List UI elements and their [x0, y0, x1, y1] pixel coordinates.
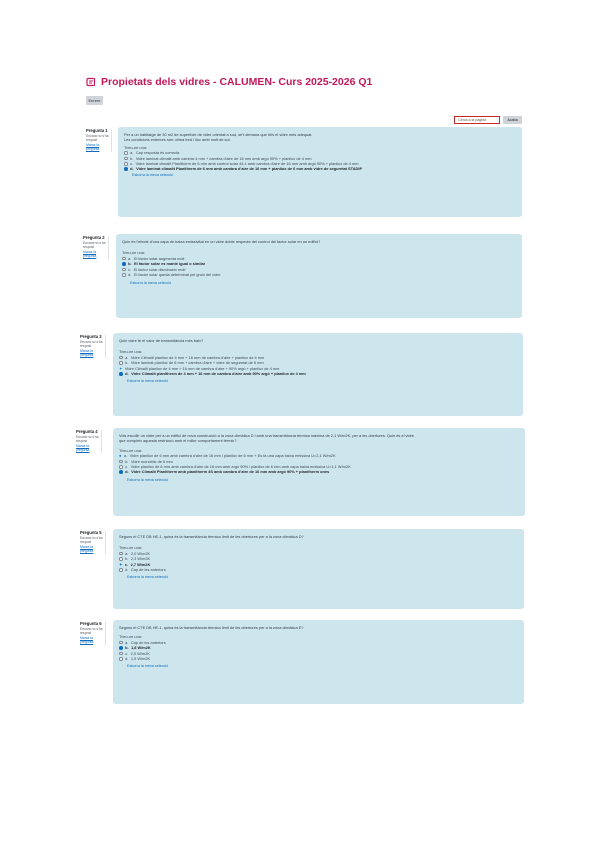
radio-button[interactable]: [119, 356, 123, 360]
radio-button[interactable]: [122, 273, 126, 277]
radio-button-selected[interactable]: [119, 470, 123, 474]
question-card: [113, 428, 525, 516]
flag-question-link[interactable]: Marca la pregunta: [76, 443, 90, 453]
answer-prompt: Trieu-ne una:: [119, 634, 142, 640]
answer-option[interactable]: b. 1,8 W/m2K: [119, 645, 518, 650]
question-card: [113, 333, 523, 416]
question-text: Quin és l'efecte d'una capa de baixa emissivitat en un vidre doble respecte del control del factor solar en un edifici?: [122, 239, 321, 244]
answer-option[interactable]: d. Vidre Climalit Planitherm amb planitherm 4S amb cambra d'aire de 16 mm amb argó 90% + planitherm ones: [119, 469, 519, 474]
answer-prompt: Trieu-ne una:: [119, 447, 142, 453]
radio-button[interactable]: [119, 465, 123, 469]
clear-selection-link[interactable]: Esborra la meva selecció: [127, 379, 169, 384]
answer-option[interactable]: d. 1,5 W/m2K: [119, 656, 518, 661]
question-text: Vols escollir un vidre per a un edifici de nova construcció a la zona climàtica D i amb una transmitància tèrmica màxima de 2,1 W/m2K, per a les obertures. Quin és el vidre: [119, 433, 414, 438]
page-title: Propietats dels vidres - CALUMEN- Curs 2025-2026 Q1: [101, 76, 373, 88]
question-card: [113, 529, 524, 609]
answer-option[interactable]: b. Vidre monolític de 6 mm: [119, 459, 519, 464]
clear-selection-link[interactable]: Esborra la meva selecció: [130, 281, 172, 286]
finish-button[interactable]: Acaba: [503, 116, 522, 124]
question-status: Encara no s'ha respost: [80, 535, 103, 545]
question-text: Quin vidre té el valor de transmitància més baix?: [119, 338, 204, 343]
answer-prompt: Trieu-ne una:: [119, 349, 142, 355]
answer-option[interactable]: b. El factor solar es manté igual o similar: [122, 261, 516, 266]
question-number: Pregunta 5: [80, 530, 102, 535]
radio-button[interactable]: [119, 657, 123, 661]
question-number: Pregunta 3: [80, 334, 102, 339]
pin-icon: ✦: [119, 365, 123, 371]
pin-icon: ✦: [119, 561, 123, 567]
radio-button-selected[interactable]: [124, 167, 128, 171]
quiz-toolbar: [454, 116, 522, 124]
radio-button[interactable]: [119, 460, 123, 464]
page-header: [86, 76, 372, 88]
radio-button[interactable]: [124, 151, 128, 155]
question-text: Segons el CTE DB HE-1, quina és la transmitància tèrmica límit de les obertures per a la zona climàtica E?: [119, 625, 304, 630]
radio-button-selected[interactable]: [122, 262, 126, 266]
question-card: [116, 234, 522, 318]
radio-button-selected[interactable]: [119, 646, 123, 650]
answer-option[interactable]: c. El factor solar disminueix molt: [122, 267, 516, 272]
answer-option[interactable]: a. 2,0 W/m2K: [119, 551, 518, 556]
question-number: Pregunta 4: [76, 429, 98, 434]
answer-option[interactable]: b. Vidre laminat planilux de 6 mm + cambra d'aire + vidre de seguretat de 6 mm: [119, 360, 517, 365]
question-number: Pregunta 2: [83, 235, 105, 240]
question-status: Encara no s'ha respost: [80, 626, 103, 636]
pin-icon: ●: [119, 453, 122, 459]
answer-option[interactable]: a. Cap resposta és correcta: [124, 150, 516, 155]
flag-question-link[interactable]: Marca la pregunta: [80, 544, 94, 554]
question-info: [80, 531, 106, 554]
answer-option[interactable]: c. Vidre laminat climalit Planitherm de 6 mm amb control solar 44.1 amb cambra d'aire de 16 mm amb argó 90% + planilux de 4 mm: [124, 161, 516, 166]
quiz-icon: [86, 77, 96, 87]
question-info: [86, 129, 112, 152]
radio-button[interactable]: [124, 162, 128, 166]
radio-button[interactable]: [119, 641, 123, 645]
answer-prompt: Trieu-ne una:: [122, 250, 145, 256]
radio-button[interactable]: [119, 557, 123, 561]
question-text: Segons el CTE DB HE-1, quina és la transmitància tèrmica límit de les obertures per a la zona climàtica D?: [119, 534, 304, 539]
answer-option[interactable]: d. Vidre laminat climalit Planitherm de 6 mm amb cambra d'aire de 16 mm + planilux de 6 mm amb vidre de seguretat STADIP: [124, 166, 516, 171]
back-button[interactable]: Enrere: [86, 96, 103, 105]
answer-option[interactable]: ✦ c. 2,7 W/m2K: [119, 561, 151, 567]
answer-option[interactable]: ● a. Vidre planilux de 6 mm amb cambra d'aire de 16 mm i planilux de 6 mm + Es fa una capa baixa emissiva U=2,1 W/m2K: [119, 453, 336, 459]
question-status: Encara no s'ha respost: [80, 339, 103, 349]
answer-option[interactable]: c. 2,0 W/m2K: [119, 651, 518, 656]
answer-option[interactable]: ✦ Vidre Climalit planilux de 4 mm + 16 mm de cambra d'aire + 90% argó + planilux de 4 mm: [119, 365, 280, 371]
question-info: [80, 335, 106, 358]
answer-option[interactable]: d. El factor solar queda determinat pel gruix del vidre: [122, 272, 516, 277]
question-number: Pregunta 6: [80, 621, 102, 626]
search-input[interactable]: Cerca a la pàgina: [454, 116, 500, 124]
question-card: [113, 620, 524, 704]
clear-selection-link[interactable]: Esborra la meva selecció: [127, 575, 169, 580]
radio-button[interactable]: [122, 268, 126, 272]
flag-question-link[interactable]: Marca la pregunta: [86, 142, 100, 152]
radio-button[interactable]: [119, 652, 123, 656]
answer-prompt: Trieu-ne una:: [124, 144, 147, 150]
question-info: [83, 236, 109, 259]
question-number: Pregunta 1: [86, 128, 108, 133]
answer-option[interactable]: b. 2,3 W/m2K: [119, 556, 518, 561]
radio-button-selected[interactable]: [119, 372, 123, 376]
question-status: Encara no s'ha respost: [86, 133, 109, 143]
clear-selection-link[interactable]: Esborra la meva selecció: [127, 477, 169, 482]
answer-option[interactable]: d. Vidre Climalit planitherm de 4 mm + 16 mm de cambra d'aire amb 90% argó + planilux de 4 mm: [119, 371, 517, 376]
radio-button[interactable]: [119, 361, 123, 365]
flag-question-link[interactable]: Marca la pregunta: [83, 249, 97, 259]
question-info: [76, 430, 102, 453]
question-status: Encara no s'ha respost: [76, 434, 99, 444]
answer-option[interactable]: a. Vidre Climalit planilux de 4 mm + 16 mm de cambra d'aire + planilux de 4 mm: [119, 355, 517, 360]
question-subtext: Les condicions exteriors són: clima fred i lloc amb molt de sol.: [124, 137, 231, 143]
answer-option[interactable]: c. Vidre planilux de 6 mm amb cambra d'aire de 16 mm amb argó 90% i planilux de 6 mm amb capa baixa emissiva U=1,1 W/m2K: [119, 464, 519, 469]
radio-button[interactable]: [124, 157, 128, 161]
flag-question-link[interactable]: Marca la pregunta: [80, 635, 94, 645]
question-info: [80, 622, 106, 645]
answer-prompt: Trieu-ne una:: [119, 545, 142, 551]
question-status: Encara no s'ha respost: [83, 240, 106, 250]
question-card: [118, 127, 522, 217]
radio-button[interactable]: [122, 257, 126, 261]
question-text: Per a un habitatge de 30 m2 de superfície de vidre orientat a sud, se't demana que triïs el vidre més adequat.: [124, 132, 313, 137]
radio-button[interactable]: [119, 568, 123, 572]
radio-button[interactable]: [119, 552, 123, 556]
clear-selection-link[interactable]: Esborra la meva selecció: [132, 172, 174, 177]
answer-option[interactable]: a. Cap de les anteriors: [119, 640, 518, 645]
question-subtext: que compleix aquesta restricció amb el millor comportament tèrmic?: [119, 438, 237, 444]
answer-option[interactable]: a. El factor solar augmenta molt: [122, 256, 516, 261]
answer-option[interactable]: d. Cap de les anteriors: [119, 567, 518, 572]
clear-selection-link[interactable]: Esborra la meva selecció: [127, 664, 169, 669]
flag-question-link[interactable]: Marca la pregunta: [80, 348, 94, 358]
answer-option[interactable]: b. Vidre laminat climalit amb cambra 4 mm + cambra d'aire de 16 mm amb argó 90% + planilux de 4 mm: [124, 156, 516, 161]
